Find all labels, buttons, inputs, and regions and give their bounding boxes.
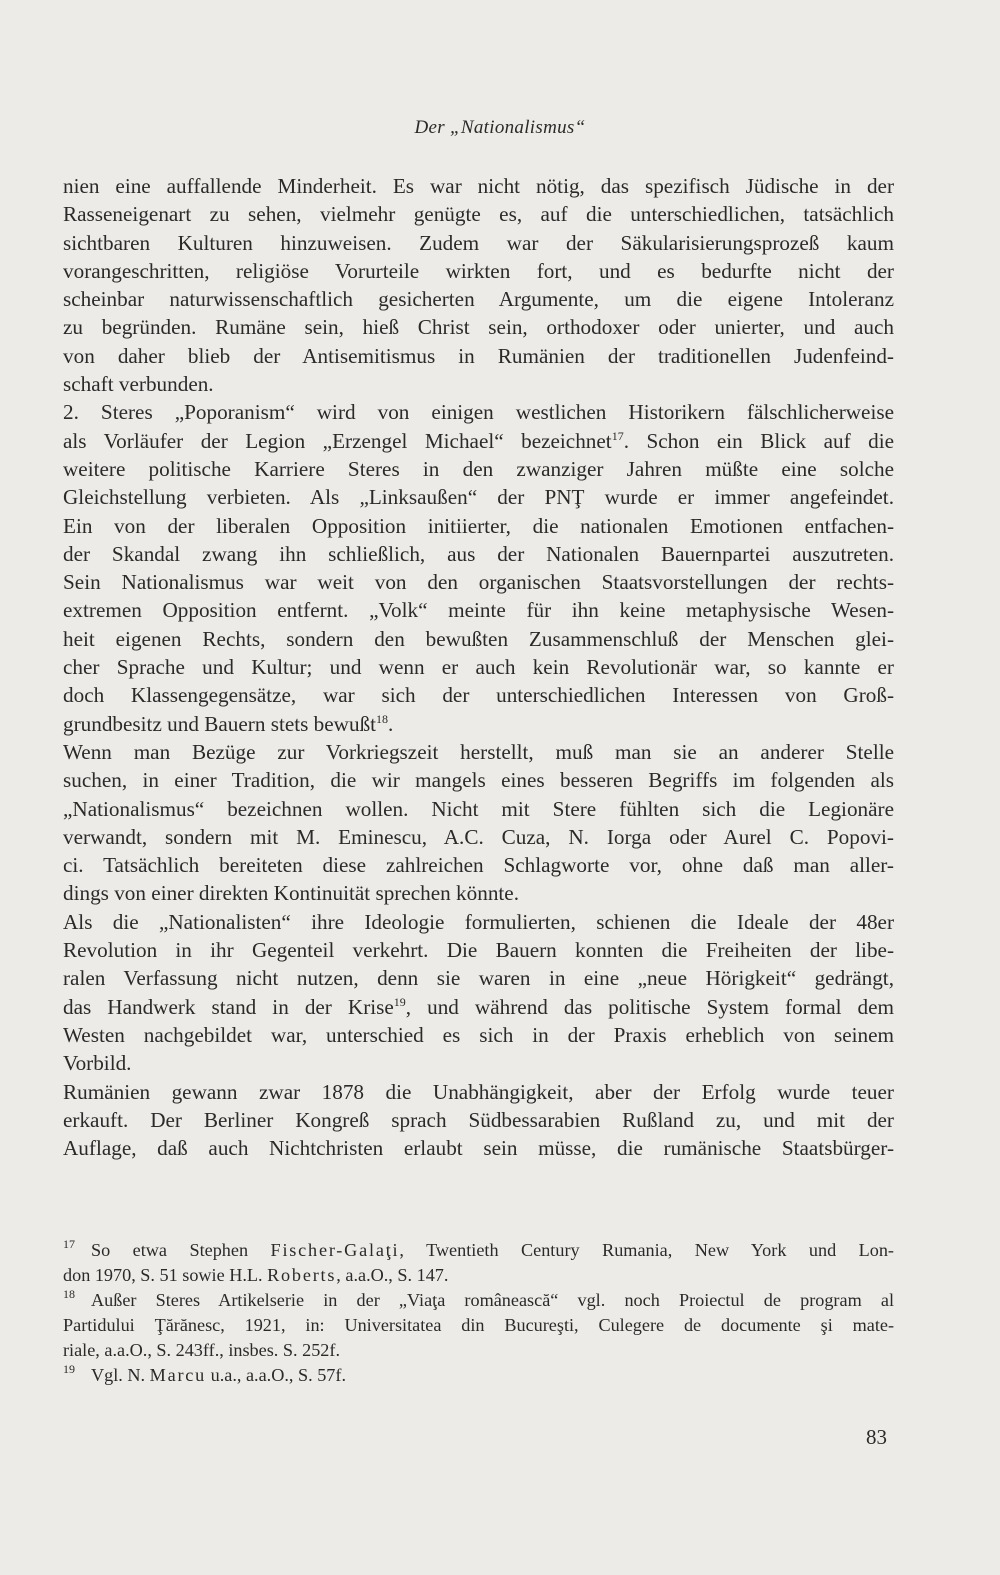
body-line-text: erkauft. Der Berliner Kongreß sprach Südbessarabien Rußland zu, und mit der (63, 1107, 894, 1132)
footnote-text: , Twentieth Century Rumania, New York und Lon- (399, 1240, 894, 1260)
running-head: Der „Nationalismus“ (414, 117, 586, 138)
body-line-text: suchen, in einer Tradition, die wir mangels eines besseren Begriffs im folgenden als (63, 768, 894, 793)
body-line (63, 738, 894, 766)
body-line-text: zu begründen. Rumäne sein, hieß Christ sein, orthodoxer oder unierter, und auch (63, 315, 894, 340)
body-line (63, 313, 894, 341)
body-line-text: grundbesitz und Bauern stets bewußt (63, 711, 377, 736)
footnote-line (63, 1338, 894, 1363)
footnote-text: don 1970, S. 51 sowie H.L. (63, 1265, 268, 1285)
body-line-text: Gleichstellung verbieten. Als „Linksaußen“ der PNŢ wurde er immer angefeindet. (63, 485, 894, 510)
body-line-text: dings von einer direkten Kontinuität sprechen könnte. (63, 881, 520, 906)
body-line (63, 398, 894, 426)
body-line-text: Rumänien gewann zwar 1878 die Unabhängigkeit, aber der Erfolg wurde teuer (63, 1079, 894, 1104)
body-line-text-after: . (388, 711, 394, 736)
footnote-text: Partidului Ţărănesc, 1921, in: Universitatea din Bucureşti, Culegere de documente şi mate- (63, 1315, 894, 1335)
footnote-line: 19 Vgl. N. Marcu u.a., a.a.O., S. 57f. (63, 1362, 346, 1385)
body-line (63, 229, 894, 257)
body-line-text: extremen Opposition entfernt. „Volk“ meinte für ihn keine metaphysische Wesen- (63, 598, 894, 623)
footnote-author-name: Fischer-Galaţi (270, 1240, 400, 1260)
body-line (63, 823, 894, 851)
body-line-text: schaft verbunden. (63, 372, 214, 397)
body-line-text: heit eigenen Rechts, sondern den bewußten Zusammenschluß der Menschen glei- (63, 626, 894, 651)
body-line (63, 681, 894, 709)
footnote-reference[interactable]: 17 (611, 428, 624, 443)
body-line-text: sichtbaren Kulturen hinzuweisen. Zudem war der Säkularisierungsprozeß kaum (63, 230, 894, 255)
body-line (63, 993, 894, 1021)
body-line (63, 455, 894, 483)
body-line-text: Rasseneigenart zu sehen, vielmehr genügte es, auf die unterschiedlichen, tatsächlich (63, 202, 894, 227)
footnotes (63, 1238, 894, 1388)
body-line (63, 285, 894, 313)
body-line (63, 172, 894, 200)
body-line (63, 512, 894, 540)
body-line-text: „Nationalismus“ bezeichnen wollen. Nicht mit Stere fühlten sich die Legionäre (63, 796, 894, 821)
footnote-reference[interactable]: 18 (376, 711, 389, 726)
footnote-author-name: Roberts (267, 1265, 337, 1285)
footnote-text: Außer Steres Artikelserie in der „Viaţa românească“ vgl. noch Proiectul de program al (91, 1290, 894, 1310)
body-line (63, 540, 894, 568)
body-line (63, 653, 894, 681)
body-line (63, 625, 894, 653)
body-line-text: weitere politische Karriere Steres in den zwanziger Jahren müßte eine solche (63, 456, 894, 481)
body-line (63, 964, 894, 992)
footnote-text: So etwa Stephen (91, 1240, 271, 1260)
body-line-text: von daher blieb der Antisemitismus in Rumänien der traditionellen Judenfeind- (63, 343, 894, 368)
body-line (63, 1078, 894, 1106)
body-line-text: Westen nachgebildet war, unterschied es sich in der Praxis erheblich von seinem (63, 1022, 894, 1047)
body-line (63, 1106, 894, 1134)
body-line (63, 851, 894, 879)
body-line (63, 795, 894, 823)
body-line-text: als Vorläufer der Legion „Erzengel Michael“ bezeichnet (63, 428, 612, 453)
footnote-line: 17 So etwa Stephen Fischer-Galaţi, Twentieth Century Rumania, New York und Lon- (63, 1237, 894, 1260)
footnote-line (63, 1313, 894, 1338)
body-line-text: verwandt, sondern mit M. Eminescu, A.C. Cuza, N. Iorga oder Aurel C. Popovi- (63, 824, 894, 849)
body-line-text-after: , und während das politische System formal dem (405, 994, 895, 1019)
body-line-text: Sein Nationalismus war weit von den organischen Staatsvorstellungen der rechts- (63, 570, 894, 595)
page-number: 83 (866, 1425, 887, 1449)
body-line-text: Auflage, daß auch Nichtchristen erlaubt sein müsse, die rumänische Staatsbürger- (63, 1136, 894, 1161)
body-line-text: Revolution in ihr Gegenteil verkehrt. Die Bauern konnten die Freiheiten der libe- (63, 938, 894, 963)
footnote-line: 18 Außer Steres Artikelserie in der „Viaţa românească“ vgl. noch Proiectul de program al (63, 1287, 894, 1310)
body-line (63, 1134, 894, 1162)
body-line-text: Ein von der liberalen Opposition initiierter, die nationalen Emotionen entfachen- (63, 513, 894, 538)
body-line (63, 257, 894, 285)
body-line (63, 879, 894, 907)
body-line-text: nien eine auffallende Minderheit. Es war nicht nötig, das spezifisch Jüdische in der (63, 174, 894, 198)
body-line (63, 200, 894, 228)
body-line (63, 568, 894, 596)
body-line-text: 2. Steres „Poporanism“ wird von einigen westlichen Historikern fälschlicherweise (63, 400, 894, 425)
body-line (63, 483, 894, 511)
body-line-text: ci. Tatsächlich bereiteten diese zahlreichen Schlagworte vor, ohne daß man aller- (63, 853, 894, 878)
body-text (63, 172, 894, 1162)
body-line-text: Vorbild. (63, 1051, 132, 1076)
body-line (63, 1049, 894, 1077)
body-line-text: scheinbar naturwissenschaftlich gesicherten Argumente, um die eigene Intoleranz (63, 287, 894, 312)
body-line (63, 1021, 894, 1049)
body-line (63, 427, 894, 455)
body-line (63, 936, 894, 964)
body-line-text: Wenn man Bezüge zur Vorkriegszeit herstellt, muß man sie an anderer Stelle (63, 739, 894, 764)
body-line (63, 342, 894, 370)
body-line (63, 370, 894, 398)
body-line (63, 596, 894, 624)
footnote-author-name: Marcu (149, 1365, 207, 1385)
body-line-text: der Skandal zwang ihn schließlich, aus der Nationalen Bauernpartei auszutreten. (63, 541, 894, 566)
body-line-text: doch Klassengegensätze, war sich der unterschiedlichen Interessen von Groß- (63, 683, 894, 708)
footnote-text: , a.a.O., S. 147. (336, 1265, 449, 1285)
body-line-text-after: . Schon ein Blick auf die (623, 428, 895, 453)
footnote-text: Vgl. N. (91, 1365, 150, 1385)
footnote-text: riale, a.a.O., S. 243ff., insbes. S. 252f. (63, 1340, 340, 1360)
body-line (63, 766, 894, 794)
body-line-text: vorangeschritten, religiöse Vorurteile wirkten fort, und es bedurfte nicht der (63, 258, 894, 283)
footnote-reference[interactable]: 19 (393, 994, 406, 1009)
body-line (63, 908, 894, 936)
body-line-text: das Handwerk stand in der Krise (63, 994, 394, 1019)
body-line-text: Als die „Nationalisten“ ihre Ideologie formulierten, schienen die Ideale der 48er (63, 909, 894, 934)
footnote-line (63, 1263, 894, 1288)
body-line-text: cher Sprache und Kultur; und wenn er auch kein Revolutionär war, so kannte er (63, 655, 894, 680)
body-line (63, 710, 894, 738)
footnote-text: u.a., a.a.O., S. 57f. (206, 1365, 346, 1385)
body-line-text: ralen Verfassung nicht nutzen, denn sie waren in eine „neue Hörigkeit“ gedrängt, (63, 966, 894, 991)
